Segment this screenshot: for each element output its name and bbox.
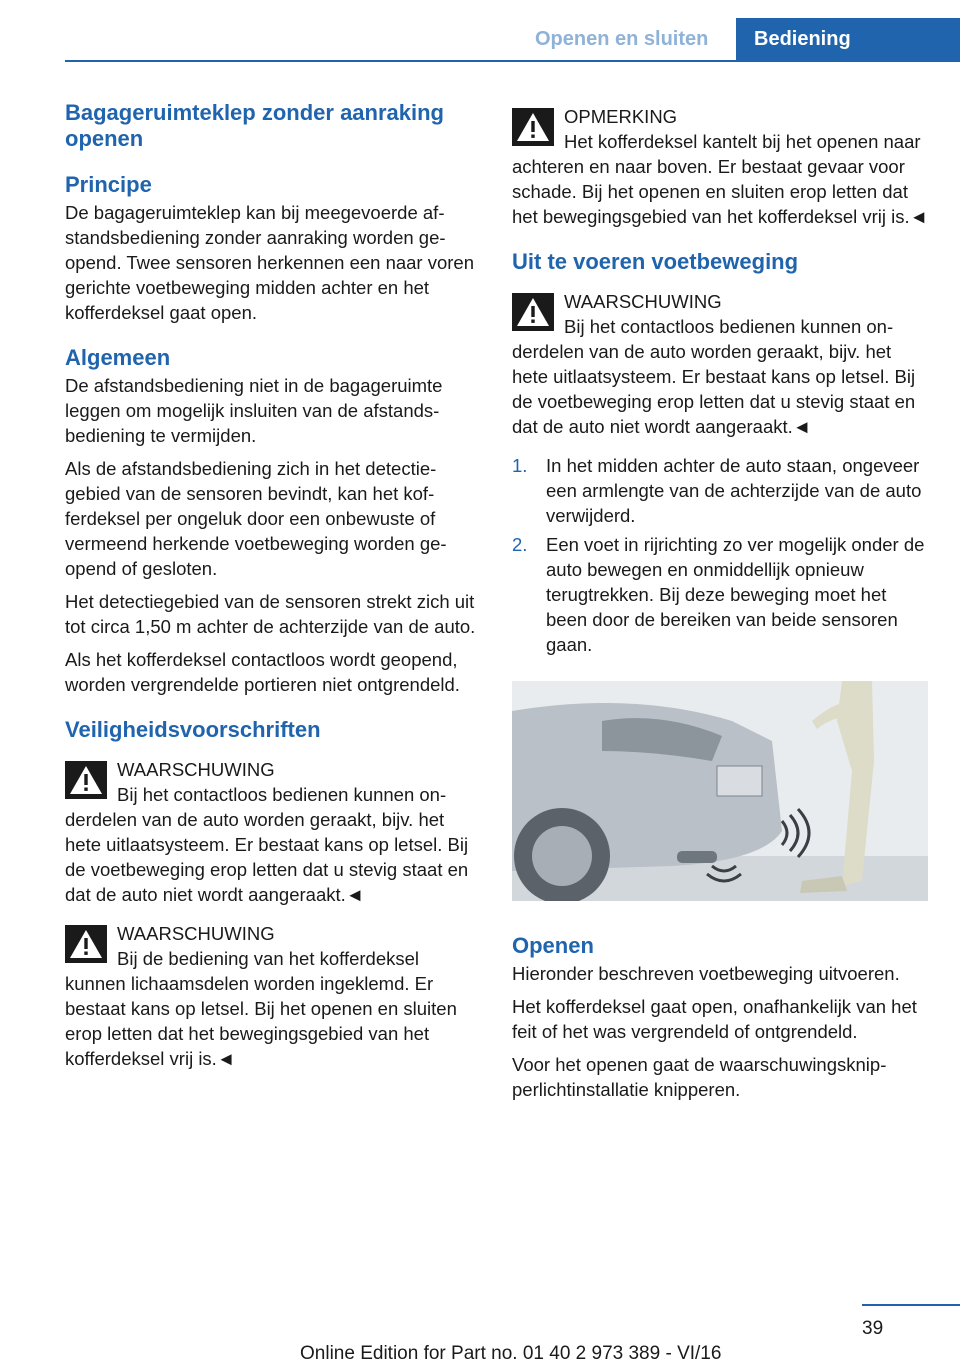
step-text: Een voet in rijrichting zo ver mogelijk onder de auto bewegen en onmiddellijk opnieuw terugtrekken. Bij deze beweging moet het been door de bereiken van beide sensoren gaan. xyxy=(546,534,925,655)
section-title: Openen en sluiten xyxy=(535,28,709,50)
algemeen-paragraph-1: De afstandsbediening niet in de bagageruimte leggen om mogelijk insluiten van de afstandsbediening te vermijden. xyxy=(65,375,443,446)
footer-divider xyxy=(862,1304,960,1306)
heading-algemeen: Algemeen xyxy=(65,345,171,370)
warning-block xyxy=(65,757,483,907)
warning-title: WAARSCHUWING xyxy=(117,759,275,780)
principe-text: De bagageruimteklep kan bij meegevoerde afstandsbediening zonder aanraking worden geopend. Twee sensoren herkennen een naar voren gerichte voetbeweging midden achter en het kofferdeksel gaat open. xyxy=(65,202,475,323)
step-number: 2. xyxy=(512,534,528,555)
note-body: Het kofferdeksel kantelt bij het openen naar achteren en naar boven. Er bestaat gevaar voor schade. Bij het openen en sluiten erop letten dat het bewegingsgebied van het kofferdeksel vrij is.◄ xyxy=(512,131,928,227)
openen-paragraph-1: Hieronder beschreven voetbeweging uitvoeren. xyxy=(512,963,900,984)
heading-veiligheidsvoorschriften: Veiligheidsvoorschriften xyxy=(65,717,321,742)
warning-body: Bij de bediening van het kofferdeksel kunnen lichaamsdelen worden ingeklemd. Er bestaat kans op letsel. Bij het openen en sluiten erop letten dat het bewegingsgebied van het kofferdeksel vrij is.◄ xyxy=(65,948,457,1069)
note-title: OPMERKING xyxy=(564,106,678,127)
warning-icon xyxy=(512,108,554,146)
foot-gesture-illustration xyxy=(512,681,928,901)
warning-body: Bij het contactloos bedienen kunnen onderdelen van de auto worden geraakt, bijv. het hete uitlaatsysteem. Er bestaat kans op letsel. Bij de voetbeweging erop letten dat u stevig staat en dat de auto niet wordt aangeraakt.◄ xyxy=(512,316,916,437)
page-header xyxy=(0,0,960,62)
algemeen-paragraph-4: Als het kofferdeksel contactloos wordt geopend, worden vergrendelde portieren niet ontgrendeld. xyxy=(65,649,460,695)
algemeen-paragraph-2: Als de afstandsbediening zich in het detectiegebied van de sensoren bevindt, kan het kofferdeksel per ongeluk door een onbewuste of vermeend herkende voetbeweging worden geopend of gesloten. xyxy=(65,458,447,579)
algemeen-paragraph-3: Het detectiegebied van de sensoren strekt zich uit tot circa 1,50 m achter de achterzijde van de auto. xyxy=(65,591,476,637)
steps-list xyxy=(512,453,930,657)
step-text: In het midden achter de auto staan, ongeveer een armlengte van de achterzijde van de auto verwijderd. xyxy=(546,455,922,526)
list-item xyxy=(512,453,930,528)
heading-voetbeweging: Uit te voeren voetbeweging xyxy=(512,249,799,274)
note-block xyxy=(512,104,930,229)
edition-label: Online Edition for Part no. 01 40 2 973 389 - VI/16 xyxy=(300,1343,722,1364)
list-item xyxy=(512,532,930,657)
warning-icon xyxy=(65,925,107,963)
chapter-tab: Bediening xyxy=(736,18,960,62)
openen-paragraph-2: Het kofferdeksel gaat open, onafhankelijk van het feit of het was vergrendeld of ontgrendeld. xyxy=(512,996,917,1042)
heading-principe: Principe xyxy=(65,172,152,197)
warning-block xyxy=(65,921,483,1071)
warning-icon xyxy=(512,293,554,331)
header-divider xyxy=(65,60,960,62)
page-number: 39 xyxy=(862,1318,884,1339)
heading-openen: Openen xyxy=(512,933,594,958)
openen-paragraph-3: Voor het openen gaat de waarschuwingsknipperlichtinstallatie knipperen. xyxy=(512,1054,887,1100)
warning-icon xyxy=(65,761,107,799)
warning-title: WAARSCHUWING xyxy=(117,923,275,944)
warning-body: Bij het contactloos bedienen kunnen onderdelen van de auto worden geraakt, bijv. het hete uitlaatsysteem. Er bestaat kans op letsel. Bij de voetbeweging erop letten dat u stevig staat en dat de auto niet wordt aangeraakt.◄ xyxy=(65,784,469,905)
page-title: Bagageruimteklep zonder aanraking openen xyxy=(65,100,444,151)
step-number: 1. xyxy=(512,455,528,476)
warning-title: WAARSCHUWING xyxy=(564,291,722,312)
warning-block xyxy=(512,289,930,439)
right-column xyxy=(512,100,930,1110)
left-column xyxy=(65,100,483,1085)
